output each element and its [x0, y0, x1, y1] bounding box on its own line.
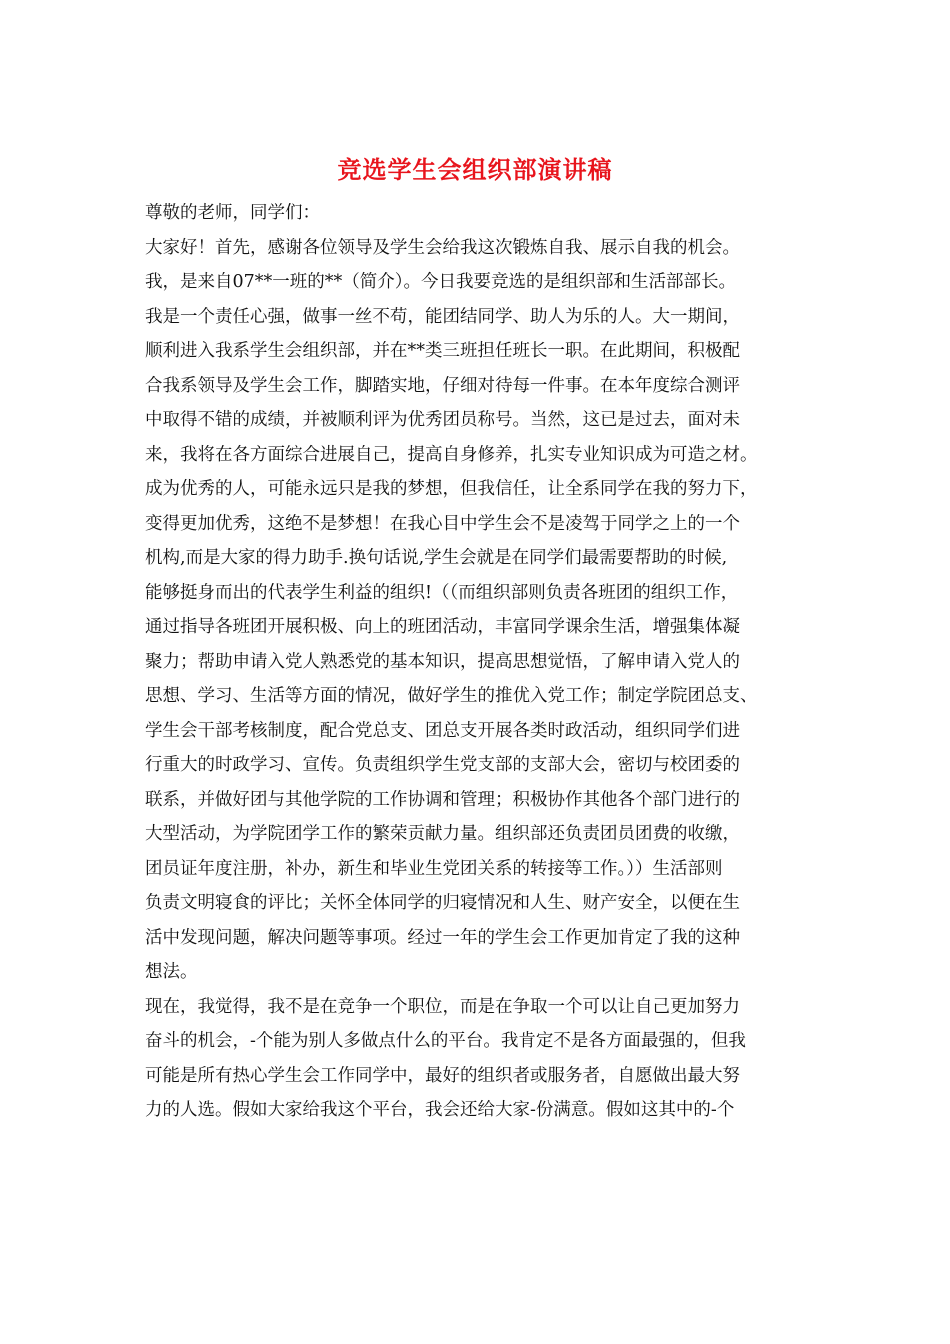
text-line: 中取得不错的成绩，并被顺利评为优秀团员称号。当然，这已是过去，面对未 [145, 410, 740, 430]
text-line: 大家好！首先，感谢各位领导及学生会给我这次锻炼自我、展示自我的机会。 [145, 237, 740, 258]
text-line: 学生会干部考核制度，配合党总支、团总支开展各类时政活动，组织同学们进 [145, 720, 740, 741]
text-line: 思想、学习、生活等方面的情况，做好学生的推优入党工作；制定学院团总支、 [145, 686, 758, 706]
text-line: 顺利进入我系学生会组织部，并在**类三班担任班长一职。在此期间，积极配 [145, 341, 740, 361]
text-line: 聚力；帮助申请入党人熟悉党的基本知识，提高思想觉悟，了解申请入党人的 [145, 651, 740, 672]
text-line: 合我系领导及学生会工作，脚踏实地，仔细对待每一件事。在本年度综合测评 [145, 375, 740, 396]
text-line: 行重大的时政学习、宣传。负责组织学生党支部的支部大会，密切与校团委的 [145, 755, 740, 775]
text-line: 变得更加优秀，这绝不是梦想！在我心目中学生会不是凌驾于同学之上的一个 [145, 513, 740, 534]
text-line: 大型活动，为学院团学工作的繁荣贡献力量。组织部还负责团员团费的收缴， [145, 824, 740, 844]
text-line: 机构,而是大家的得力助手.换句话说,学生会就是在同学们最需要帮助的时候, [145, 548, 728, 568]
text-line: 来，我将在各方面综合进展自己，提高自身修养，扎实专业知识成为可造之材。 [145, 444, 758, 465]
document-title: 竞选学生会组织部演讲稿 [337, 155, 613, 184]
text-line: 现在，我觉得，我不是在竞争一个职位，而是在争取一个可以让自己更加努力 [145, 996, 740, 1017]
text-line: 团员证年度注册，补办，新生和毕业生党团关系的转接等工作。））生活部则 [145, 858, 723, 879]
text-line: 想法。 [145, 962, 198, 982]
text-line: 能够挺身而出的代表学生利益的组织!（（而组织部则负责各班团的组织工作， [145, 582, 739, 603]
text-line: 活中发现问题，解决问题等事项。经过一年的学生会工作更加肯定了我的这种 [145, 927, 740, 948]
text-line: 联系，并做好团与其他学院的工作协调和管理；积极协作其他各个部门进行的 [145, 789, 740, 810]
text-line: 我是一个责任心强，做事一丝不苟，能团结同学、助人为乐的人。大一期间， [145, 306, 740, 327]
text-line: 我，是来自07**一班的**（简介）。今日我要竞选的是组织部和生活部部长。 [145, 272, 737, 292]
text-line: 成为优秀的人，可能永远只是我的梦想，但我信任，让全系同学在我的努力下， [145, 479, 758, 499]
document-body [145, 196, 815, 1128]
text-line: 通过指导各班团开展积极、向上的班团活动，丰富同学课余生活，增强集体凝 [145, 617, 740, 637]
text-line: 负责文明寝食的评比；关怀全体同学的归寝情况和人生、财产安全，以便在生 [145, 893, 740, 913]
text-line: 尊敬的老师，同学们： [145, 203, 320, 223]
text-line: 奋斗的机会，-个能为别人多做点什么的平台。我肯定不是各方面最强的，但我 [145, 1031, 746, 1051]
text-line: 力的人选。假如大家给我这个平台，我会还给大家-份满意。假如这其中的-个 [145, 1100, 735, 1120]
text-line: 可能是所有热心学生会工作同学中，最好的组织者或服务者，自愿做出最大努 [145, 1065, 740, 1086]
